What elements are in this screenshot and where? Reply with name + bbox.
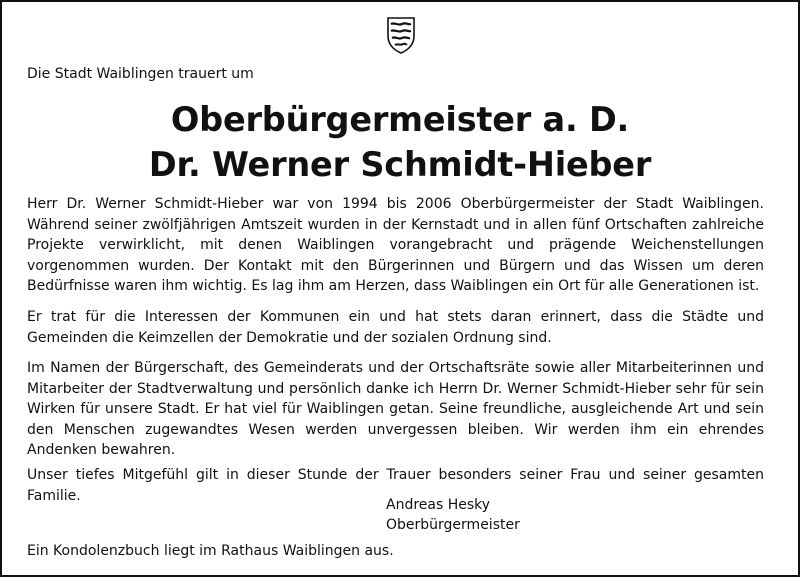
paragraph-2: Er trat für die Interessen der Kommunen ein und hat stets daran erinnert, dass die Städte und Gemeinden die Keimzellen der Demokratie und der sozialen Ordnung sind.	[27, 309, 764, 346]
signature-block	[386, 495, 520, 535]
signature-name: Andreas Hesky	[386, 497, 491, 513]
footer-note: Ein Kondolenzbuch liegt im Rathaus Waiblingen aus.	[27, 543, 394, 559]
paragraph-3: Im Namen der Bürgerschaft, des Gemeinderats und der Ortschaftsräte sowie aller Mitarbeiterinnen und Mitarbeiter der Stadtverwaltung und persönlich danke ich Herrn Dr. Werner Schmidt-Hieber sehr für sein Wirken für unsere Stadt. Er hat viel für Waiblingen getan. Seine freundliche, ausgleichende Art und sein den Menschen zugewandtes Wesen werden unvergessen bleiben. Wir werden ihm ein ehrendes Andenken bewahren.	[27, 360, 764, 458]
intro-text: Die Stadt Waiblingen trauert um	[27, 66, 254, 82]
signature-title: Oberbürgermeister	[386, 517, 520, 533]
title-line-1: Oberbürgermeister a. D.	[170, 100, 630, 139]
paragraph-1: Herr Dr. Werner Schmidt-Hieber war von 1994 bis 2006 Oberbürgermeister der Stadt Waiblingen. Während seiner zwölfjährigen Amtszeit wurden in der Kernstadt und in allen fünf Ortschaften zahlreiche Projekte verwirklicht, mit denen Waiblingen vorangebracht und prägende Weichenstellungen vorgenommen wurden. Der Kontakt mit den Bürgerinnen und Bürgern und das Wissen um deren Bedürfnisse waren ihm wichtig. Es lag ihm am Herzen, dass Waiblingen ein Ort für alle Generationen ist.	[27, 196, 764, 294]
paragraph-4: Unser tiefes Mitgefühl gilt in dieser Stunde der Trauer besonders seiner Frau und seiner gesamten Familie.	[27, 467, 764, 504]
coat-of-arms-icon	[386, 16, 416, 54]
title-line-2: Dr. Werner Schmidt-Hieber	[148, 145, 652, 184]
